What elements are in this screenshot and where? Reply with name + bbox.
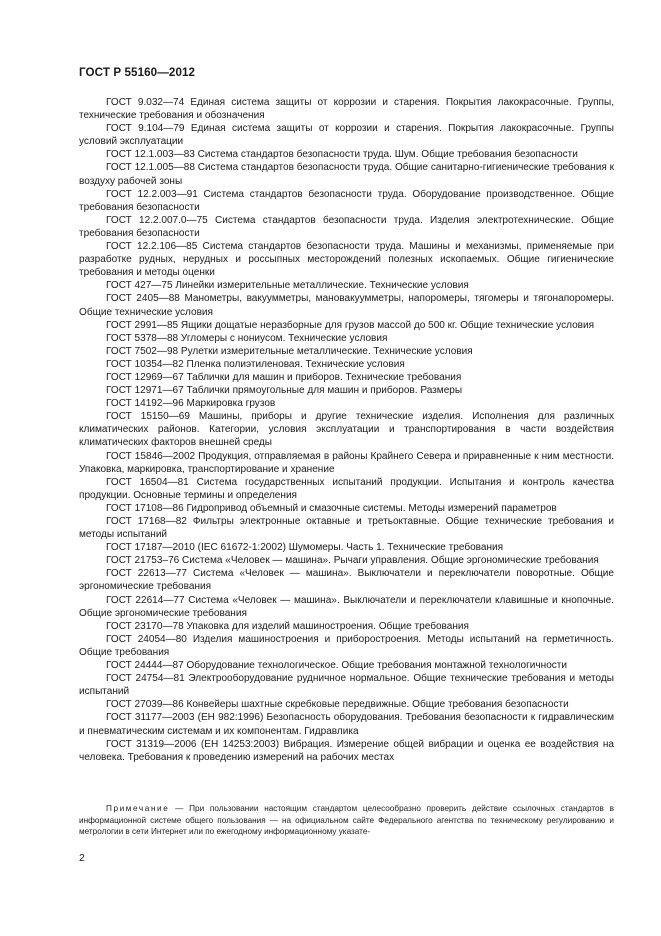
page-number: 2 — [79, 852, 85, 864]
note-paragraph — [79, 803, 614, 838]
reference-item: ГОСТ 12969—67 Таблички для машин и приборов. Технические требования — [106, 371, 462, 383]
normative-references-list — [79, 96, 614, 764]
reference-item: ГОСТ 31319—2006 (ЕН 14253:2003) Вибрация. Измерение общей вибрации и оценка ее воздействия на человека. Требования к проведению измерений на рабочих местах — [79, 738, 614, 763]
reference-item: ГОСТ 14192—96 Маркировка грузов — [106, 398, 276, 410]
reference-item: ГОСТ 22614—77 Система «Человек — машина». Выключатели и переключатели клавишные и кнопочные. Общие эргономические требования — [79, 594, 614, 619]
reference-item: ГОСТ 12.1.005—88 Система стандартов безопасности труда. Общие санитарно-гигиенические требования к воздуху рабочей зоны — [79, 162, 614, 187]
reference-item: ГОСТ 9.104—79 Единая система защиты от коррозии и старения. Покрытия лакокрасочные. Группы условий эксплуатации — [79, 123, 614, 148]
reference-item: ГОСТ 24754—81 Электрооборудование рудничное нормальное. Общие технические требования и методы испытаний — [79, 673, 614, 698]
reference-item: ГОСТ 22613—77 Система «Человек — машина». Выключатели и переключатели поворотные. Общие эргономические требования — [79, 568, 614, 593]
note-block — [79, 803, 614, 838]
reference-item: ГОСТ 2991—85 Ящики дощатые неразборные для грузов массой до 500 кг. Общие технические условия — [106, 319, 595, 331]
reference-item: ГОСТ 2405—88 Манометры, вакуумметры, мановакуумметры, напоромеры, тягомеры и тягонапоромеры. Общие технические условия — [79, 293, 614, 318]
reference-item: ГОСТ 427—75 Линейки измерительные металлические. Технические условия — [106, 280, 469, 292]
reference-item: ГОСТ 15150—69 Машины, приборы и другие технические изделия. Исполнения для различных климатических районов. Категории, условия эксплуатации и транспортирования в части воздействия климатических факторов внешней среды — [79, 411, 614, 449]
note-label: Примечание — [106, 804, 170, 813]
reference-item: ГОСТ 17187—2010 (IEC 61672-1:2002) Шумомеры. Часть 1. Технические требования — [106, 542, 504, 554]
reference-item: ГОСТ 12.2.007.0—75 Система стандартов безопасности труда. Изделия электротехнические. Общие требования безопасности — [79, 214, 614, 239]
reference-item: ГОСТ 12971—67 Таблички прямоугольные для машин и приборов. Размеры — [106, 385, 463, 397]
reference-item: ГОСТ 21753–76 Система «Человек — машина». Рычаги управления. Общие эргономические требования — [106, 555, 599, 567]
reference-item: ГОСТ 12.1.003—83 Система стандартов безопасности труда. Шум. Общие требования безопасности — [106, 149, 578, 161]
reference-item: ГОСТ 9.032—74 Единая система защиты от коррозии и старения. Покрытия лакокрасочные. Группы, технические требования и обозначения — [79, 97, 614, 122]
reference-item: ГОСТ 5378—88 Угломеры с нониусом. Технические условия — [106, 332, 388, 344]
document-header: ГОСТ Р 55160—2012 — [79, 66, 196, 79]
reference-item: ГОСТ 24054—80 Изделия машиностроения и приборостроения. Методы испытаний на герметичность. Общие требования — [79, 633, 614, 658]
reference-item: ГОСТ 12.2.003—91 Система стандартов безопасности труда. Оборудование производственное. Общие требования безопасности — [79, 188, 614, 213]
reference-item: ГОСТ 15846—2002 Продукция, отправляемая в районы Крайнего Севера и приравненные к ним местности. Упаковка, маркировка, транспортирование и хранение — [79, 450, 614, 475]
note-text: — При пользовании настоящим стандартом целесообразно проверить действие ссылочных стандартов в информационной системе общего пользования — на официальном сайте Федерального агентства по техническому регулированию и метрологии в сети Интернет или по ежегодному информационному указате- — [79, 804, 614, 837]
reference-item: ГОСТ 16504—81 Система государственных испытаний продукции. Испытания и контроль качества продукции. Основные термины и определения — [79, 476, 614, 501]
reference-item: ГОСТ 10354—82 Пленка полиэтиленовая. Технические условия — [106, 358, 405, 370]
reference-item: ГОСТ 31177—2003 (ЕН 982:1996) Безопасность оборудования. Требования безопасности к гидравлическим и пневматическим системам и их компонентам. Гидравлика — [79, 712, 614, 737]
reference-item: ГОСТ 17108—86 Гидропривод объемный и смазочные системы. Методы измерений параметров — [106, 502, 557, 514]
reference-item: ГОСТ 23170—78 Упаковка для изделий машиностроения. Общие требования — [106, 620, 469, 632]
reference-item: ГОСТ 7502—98 Рулетки измерительные металлические. Технические условия — [106, 345, 473, 357]
reference-item: ГОСТ 12.2.106—85 Система стандартов безопасности труда. Машины и механизмы, применяемые при разработке рудных, нерудных и россыпных месторождений полезных ископаемых. Общие гигиенические требования и методы оценки — [79, 241, 614, 279]
reference-item: ГОСТ 17168—82 Фильтры электронные октавные и третьоктавные. Общие технические требования и методы испытаний — [79, 516, 614, 541]
reference-item: ГОСТ 27039—86 Конвейеры шахтные скребковые передвижные. Общие требования безопасности — [106, 699, 569, 711]
reference-item: ГОСТ 24444—87 Оборудование технологическое. Общие требования монтажной технологичности — [106, 660, 568, 672]
